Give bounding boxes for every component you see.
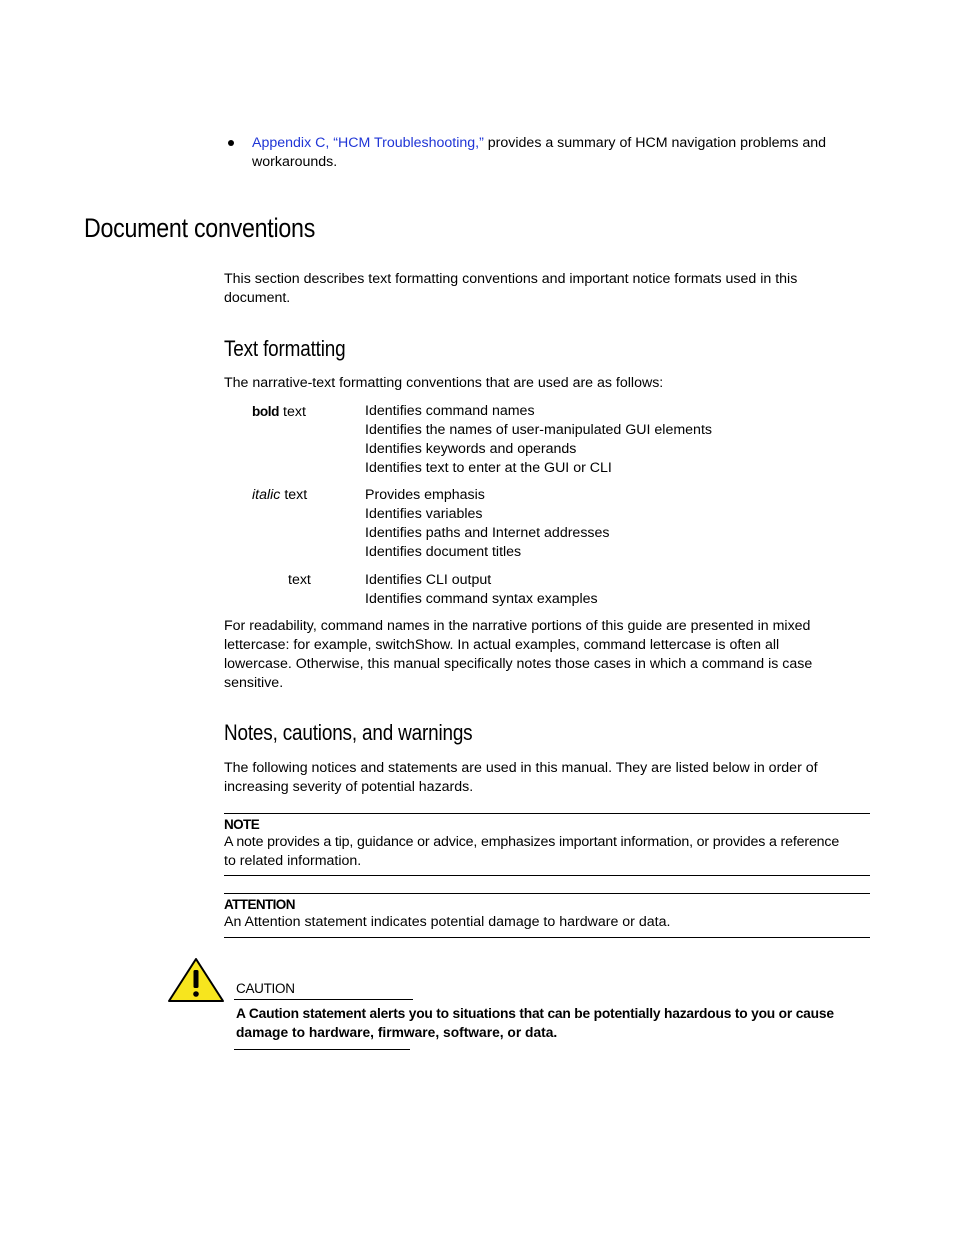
notices-intro-line1: The following notices and statements are used in this manual. They are listed below in order of [224,760,818,776]
bullet-text [252,134,872,172]
note-line1: A note provides a tip, guidance or advice, emphasizes important information, or provides a reference [224,834,840,850]
note-text [224,833,884,871]
code-term-plain: text [288,572,311,588]
caution-bottom-rule [234,1049,410,1050]
bullet-rest-line2: workarounds. [252,154,338,170]
readability-line: For readability, command names in the narrative portions of this guide are presented in mixed [224,618,811,634]
convention-desc-line: Identifies keywords and operands [365,441,577,457]
convention-desc-line: Identifies command syntax examples [365,591,598,607]
italic-term-word: italic [252,487,281,503]
caution-label: CAUTION [236,981,295,996]
convention-desc-italic [365,486,610,562]
caution-line2: damage to hardware, firmware, software, or data. [236,1025,558,1040]
convention-desc-line: Identifies text to enter at the GUI or CLI [365,460,612,476]
convention-term-code [288,571,311,590]
italic-term-plain: text [280,487,308,503]
notices-intro [224,759,884,797]
convention-term-italic [252,486,307,505]
convention-desc-line: Identifies the names of user-manipulated GUI elements [365,422,712,438]
convention-term-bold [252,402,306,422]
attention-text: An Attention statement indicates potential damage to hardware or data. [224,914,671,930]
note-bottom-rule [224,875,870,876]
convention-desc-line: Provides emphasis [365,487,485,503]
attention-bottom-rule [224,937,870,938]
convention-desc-line: Identifies command names [365,403,535,419]
convention-desc-line: Identifies variables [365,506,483,522]
text-formatting-intro: The narrative-text formatting conventions that are used are as follows: [224,375,664,391]
section-intro-line1: This section describes text formatting conventions and important notice formats used in this [224,271,798,287]
convention-desc-code [365,571,598,609]
readability-line: lettercase: for example, switchShow. In actual examples, command lettercase is often all [224,637,780,653]
section-intro [224,270,874,308]
section-intro-line2: document. [224,290,291,306]
convention-desc-line: Identifies CLI output [365,572,492,588]
readability-line: lowercase. Otherwise, this manual specifically notes those cases in which a command is case [224,656,813,672]
readability-paragraph [224,617,884,693]
bold-term-word: bold [252,404,280,419]
convention-desc-bold [365,402,712,478]
notices-heading: Notes, cautions, and warnings [224,720,473,745]
bullet-rest-line1: provides a summary of HCM navigation problems and [483,135,827,151]
text-formatting-heading: Text formatting [224,336,346,361]
note-top-rule [224,813,870,814]
note-line2: to related information. [224,853,362,869]
page-title: Document conventions [84,213,316,243]
bullet-dot [228,140,234,146]
readability-line: sensitive. [224,675,284,691]
note-label: NOTE [224,817,260,832]
notices-intro-line2: increasing severity of potential hazards. [224,779,474,795]
attention-top-rule [224,893,870,894]
bold-term-plain: text [279,404,306,420]
caution-line1: A Caution statement alerts you to situations that can be potentially hazardous to you or cause [236,1006,834,1021]
appendix-c-link[interactable]: Appendix C, “HCM Troubleshooting,” [252,135,484,151]
caution-label-rule [234,999,413,1000]
convention-desc-line: Identifies document titles [365,544,522,560]
warning-triangle-icon [167,957,225,1003]
convention-desc-line: Identifies paths and Internet addresses [365,525,610,541]
attention-label: ATTENTION [224,897,295,912]
caution-text [236,1004,886,1042]
